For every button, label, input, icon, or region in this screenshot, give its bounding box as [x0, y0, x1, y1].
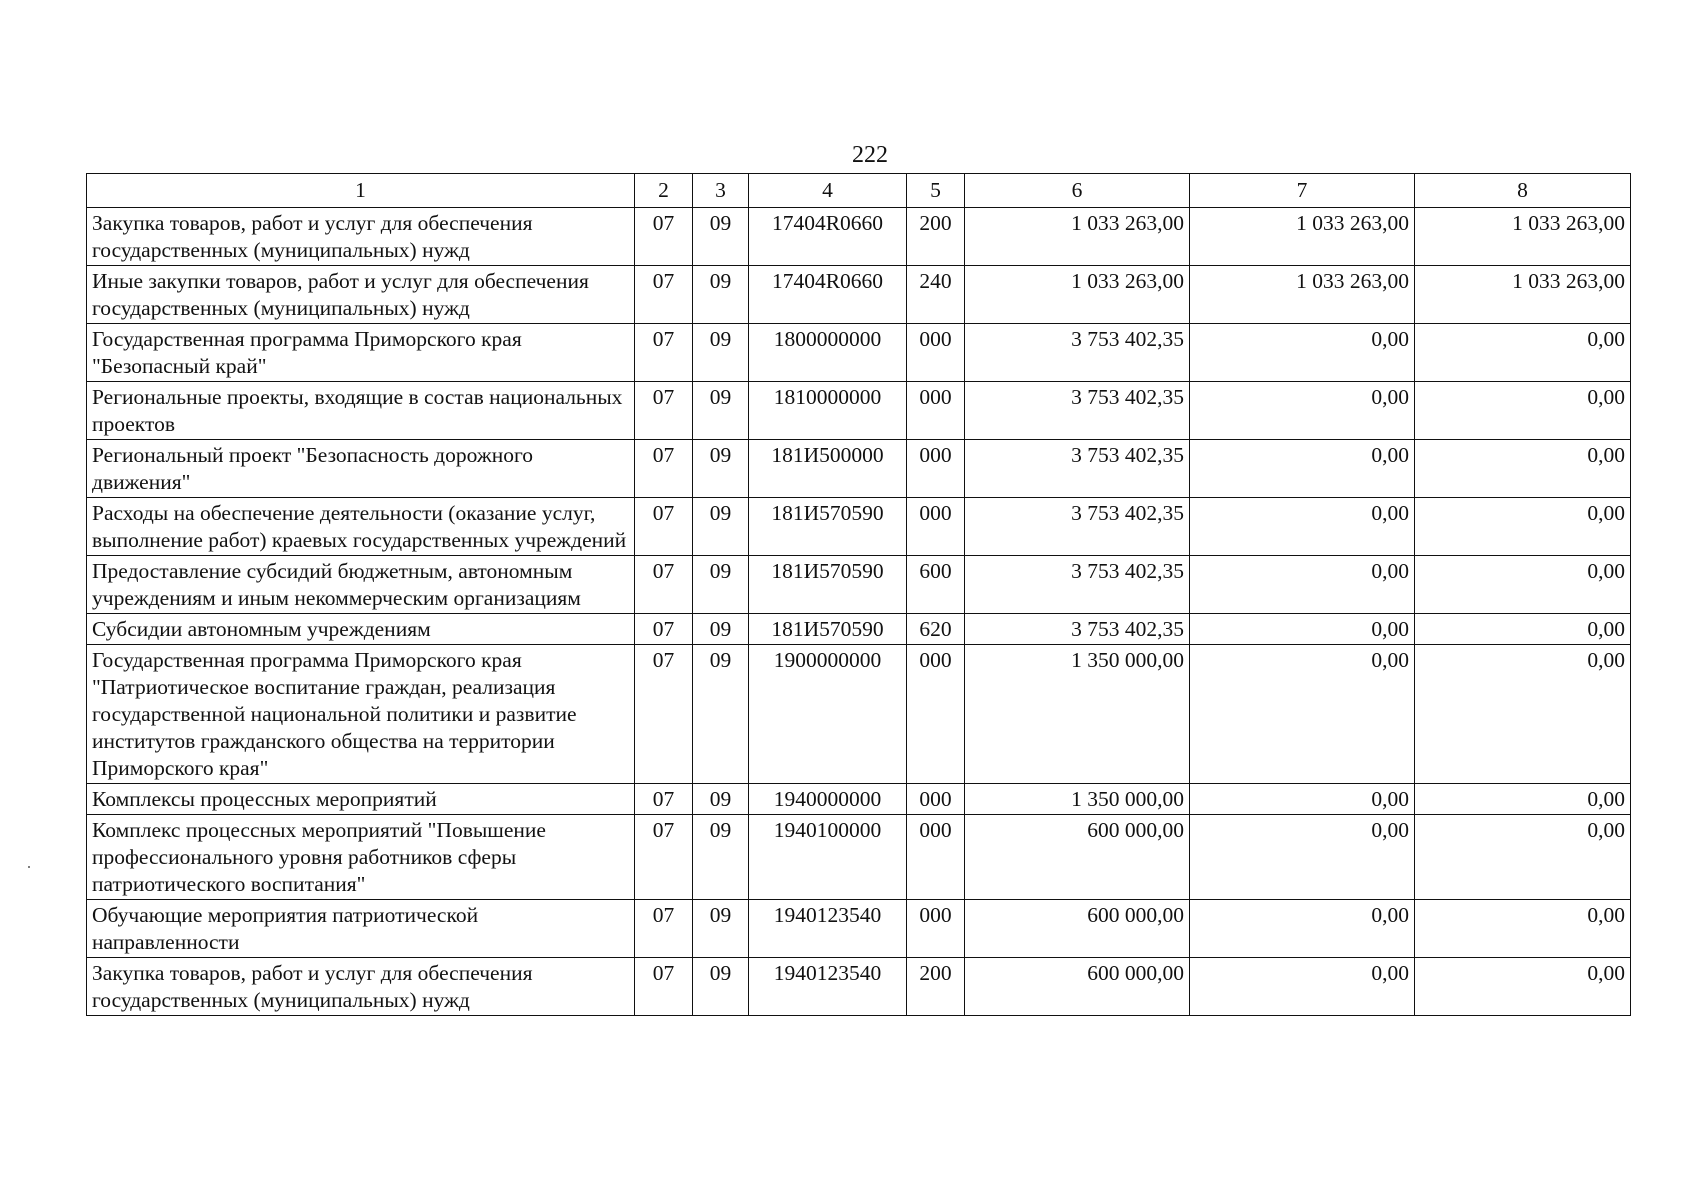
row-section: 07 — [635, 208, 693, 266]
column-header: 1 — [87, 174, 635, 208]
budget-table — [86, 173, 1631, 1016]
row-amount-col8: 0,00 — [1415, 815, 1631, 900]
row-subsection: 09 — [693, 382, 749, 440]
column-header: 6 — [965, 174, 1190, 208]
row-target-article: 1940000000 — [749, 784, 907, 815]
row-subsection: 09 — [693, 900, 749, 958]
row-amount-col7: 0,00 — [1190, 382, 1415, 440]
row-section: 07 — [635, 784, 693, 815]
table-body — [87, 208, 1631, 1016]
row-subsection: 09 — [693, 208, 749, 266]
row-target-article: 1940100000 — [749, 815, 907, 900]
row-amount-col6: 1 033 263,00 — [965, 266, 1190, 324]
row-subsection: 09 — [693, 266, 749, 324]
row-amount-col8: 0,00 — [1415, 614, 1631, 645]
page-number: 222 — [852, 142, 888, 168]
scan-speck — [28, 866, 30, 868]
column-header: 4 — [749, 174, 907, 208]
row-amount-col6: 600 000,00 — [965, 900, 1190, 958]
row-subsection: 09 — [693, 498, 749, 556]
row-description: Субсидии автономным учреждениям — [87, 614, 635, 645]
row-description: Комплекс процессных мероприятий "Повышение профессионального уровня работников сферы патриотического воспитания" — [87, 815, 635, 900]
table-row — [87, 208, 1631, 266]
row-amount-col6: 3 753 402,35 — [965, 498, 1190, 556]
row-target-article: 1810000000 — [749, 382, 907, 440]
row-target-article: 17404R0660 — [749, 208, 907, 266]
column-header: 8 — [1415, 174, 1631, 208]
row-section: 07 — [635, 382, 693, 440]
row-target-article: 1940123540 — [749, 900, 907, 958]
row-amount-col6: 3 753 402,35 — [965, 614, 1190, 645]
row-amount-col8: 0,00 — [1415, 784, 1631, 815]
table-row — [87, 784, 1631, 815]
row-amount-col6: 3 753 402,35 — [965, 440, 1190, 498]
row-subsection: 09 — [693, 645, 749, 784]
row-subsection: 09 — [693, 784, 749, 815]
row-amount-col8: 0,00 — [1415, 900, 1631, 958]
row-subsection: 09 — [693, 614, 749, 645]
row-amount-col8: 1 033 263,00 — [1415, 266, 1631, 324]
row-section: 07 — [635, 440, 693, 498]
row-expense-type: 000 — [907, 324, 965, 382]
table-row — [87, 614, 1631, 645]
row-amount-col8: 0,00 — [1415, 440, 1631, 498]
row-amount-col6: 1 350 000,00 — [965, 645, 1190, 784]
row-expense-type: 000 — [907, 900, 965, 958]
table-row — [87, 440, 1631, 498]
table-row — [87, 645, 1631, 784]
row-expense-type: 000 — [907, 645, 965, 784]
table-row — [87, 900, 1631, 958]
row-expense-type: 620 — [907, 614, 965, 645]
row-amount-col6: 1 033 263,00 — [965, 208, 1190, 266]
row-description: Иные закупки товаров, работ и услуг для обеспечения государственных (муниципальных) нужд — [87, 266, 635, 324]
row-amount-col7: 0,00 — [1190, 614, 1415, 645]
row-subsection: 09 — [693, 440, 749, 498]
row-description: Государственная программа Приморского края "Патриотическое воспитание граждан, реализация государственной национальной политики и развитие институтов гражданского общества на территории Приморского края" — [87, 645, 635, 784]
row-description: Предоставление субсидий бюджетным, автономным учреждениям и иным некоммерческим организациям — [87, 556, 635, 614]
row-subsection: 09 — [693, 556, 749, 614]
row-amount-col6: 600 000,00 — [965, 815, 1190, 900]
row-amount-col8: 1 033 263,00 — [1415, 208, 1631, 266]
row-amount-col6: 1 350 000,00 — [965, 784, 1190, 815]
row-amount-col6: 3 753 402,35 — [965, 556, 1190, 614]
row-target-article: 181И570590 — [749, 498, 907, 556]
column-header: 5 — [907, 174, 965, 208]
row-expense-type: 200 — [907, 208, 965, 266]
row-section: 07 — [635, 324, 693, 382]
row-description: Региональные проекты, входящие в состав национальных проектов — [87, 382, 635, 440]
row-section: 07 — [635, 645, 693, 784]
row-section: 07 — [635, 266, 693, 324]
row-description: Обучающие мероприятия патриотической направленности — [87, 900, 635, 958]
row-amount-col7: 0,00 — [1190, 498, 1415, 556]
row-expense-type: 000 — [907, 498, 965, 556]
row-description: Региональный проект "Безопасность дорожного движения" — [87, 440, 635, 498]
row-amount-col7: 1 033 263,00 — [1190, 208, 1415, 266]
table-row — [87, 324, 1631, 382]
row-amount-col8: 0,00 — [1415, 645, 1631, 784]
row-description: Закупка товаров, работ и услуг для обеспечения государственных (муниципальных) нужд — [87, 208, 635, 266]
row-section: 07 — [635, 614, 693, 645]
row-amount-col7: 0,00 — [1190, 815, 1415, 900]
row-amount-col8: 0,00 — [1415, 324, 1631, 382]
row-target-article: 181И570590 — [749, 556, 907, 614]
table-row — [87, 382, 1631, 440]
row-subsection: 09 — [693, 958, 749, 1016]
row-amount-col7: 0,00 — [1190, 556, 1415, 614]
column-header: 3 — [693, 174, 749, 208]
row-section: 07 — [635, 815, 693, 900]
table-row — [87, 266, 1631, 324]
row-description: Комплексы процессных мероприятий — [87, 784, 635, 815]
row-expense-type: 000 — [907, 784, 965, 815]
row-target-article: 1900000000 — [749, 645, 907, 784]
table-row — [87, 958, 1631, 1016]
row-subsection: 09 — [693, 815, 749, 900]
row-expense-type: 600 — [907, 556, 965, 614]
row-target-article: 1940123540 — [749, 958, 907, 1016]
row-amount-col6: 600 000,00 — [965, 958, 1190, 1016]
row-subsection: 09 — [693, 324, 749, 382]
row-expense-type: 240 — [907, 266, 965, 324]
row-target-article: 181И500000 — [749, 440, 907, 498]
row-expense-type: 000 — [907, 382, 965, 440]
row-description: Государственная программа Приморского края "Безопасный край" — [87, 324, 635, 382]
column-header: 7 — [1190, 174, 1415, 208]
row-amount-col7: 0,00 — [1190, 440, 1415, 498]
row-expense-type: 000 — [907, 440, 965, 498]
row-description: Расходы на обеспечение деятельности (оказание услуг, выполнение работ) краевых государственных учреждений — [87, 498, 635, 556]
row-amount-col6: 3 753 402,35 — [965, 382, 1190, 440]
table-row — [87, 815, 1631, 900]
table-row — [87, 556, 1631, 614]
row-amount-col7: 0,00 — [1190, 324, 1415, 382]
row-amount-col7: 0,00 — [1190, 900, 1415, 958]
row-amount-col8: 0,00 — [1415, 958, 1631, 1016]
row-target-article: 17404R0660 — [749, 266, 907, 324]
row-amount-col7: 0,00 — [1190, 958, 1415, 1016]
table-row — [87, 498, 1631, 556]
row-target-article: 1800000000 — [749, 324, 907, 382]
row-amount-col7: 0,00 — [1190, 784, 1415, 815]
row-amount-col8: 0,00 — [1415, 382, 1631, 440]
row-expense-type: 200 — [907, 958, 965, 1016]
row-section: 07 — [635, 556, 693, 614]
row-amount-col8: 0,00 — [1415, 498, 1631, 556]
row-expense-type: 000 — [907, 815, 965, 900]
row-amount-col6: 3 753 402,35 — [965, 324, 1190, 382]
row-section: 07 — [635, 958, 693, 1016]
row-target-article: 181И570590 — [749, 614, 907, 645]
row-amount-col7: 1 033 263,00 — [1190, 266, 1415, 324]
header-row — [87, 174, 1631, 208]
row-amount-col8: 0,00 — [1415, 556, 1631, 614]
column-header: 2 — [635, 174, 693, 208]
row-description: Закупка товаров, работ и услуг для обеспечения государственных (муниципальных) нужд — [87, 958, 635, 1016]
row-section: 07 — [635, 900, 693, 958]
row-amount-col7: 0,00 — [1190, 645, 1415, 784]
row-section: 07 — [635, 498, 693, 556]
